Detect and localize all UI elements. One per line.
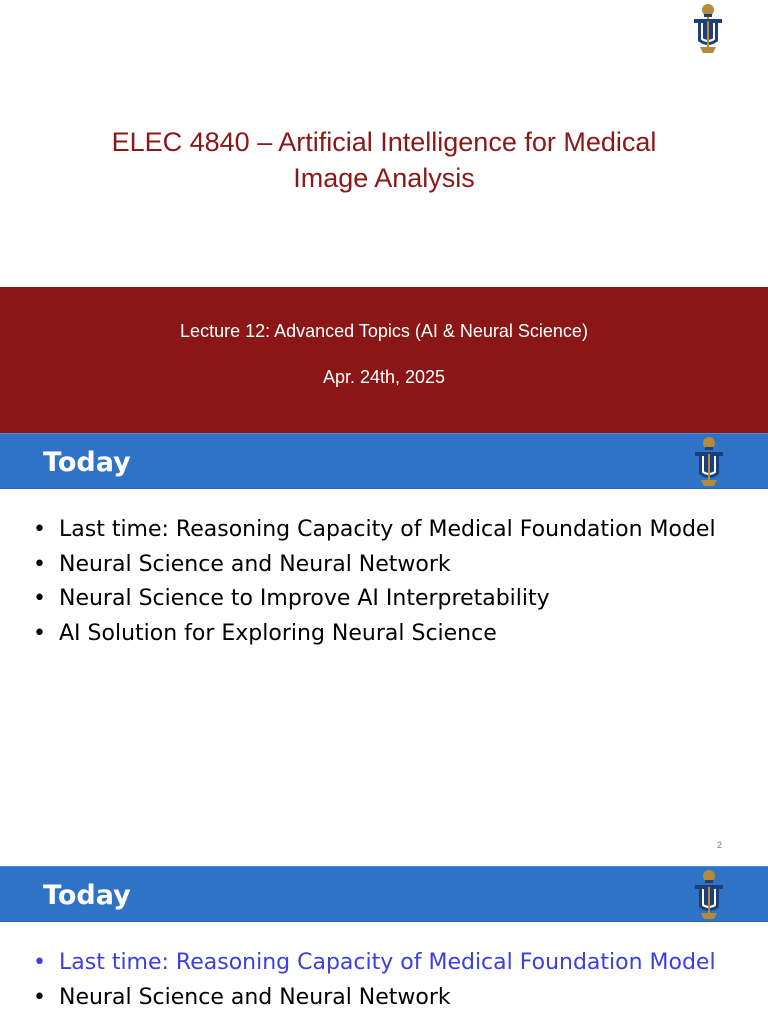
university-emblem-icon bbox=[692, 869, 726, 921]
agenda-item: • AI Solution for Exploring Neural Science bbox=[33, 617, 716, 652]
lecture-info-band bbox=[0, 287, 768, 433]
lecture-subtitle: Lecture 12: Advanced Topics (AI & Neural Science) bbox=[180, 321, 588, 341]
slide-header bbox=[0, 866, 768, 922]
page-number: 2 bbox=[717, 840, 723, 850]
agenda-item: • Neural Science and Neural Network bbox=[33, 548, 716, 583]
slide-header bbox=[0, 433, 768, 489]
agenda-item: • Neural Science to Improve AI Interpretability bbox=[33, 582, 716, 617]
title-slide bbox=[0, 0, 768, 433]
university-emblem-icon bbox=[691, 3, 725, 55]
agenda-item: • Neural Science and Neural Network bbox=[33, 981, 716, 1016]
lecture-date: Apr. 24th, 2025 bbox=[322, 367, 446, 387]
agenda-item: • Last time: Reasoning Capacity of Medical Foundation Model bbox=[33, 513, 716, 548]
university-emblem-icon bbox=[692, 436, 726, 488]
agenda-list bbox=[33, 513, 716, 651]
course-title bbox=[0, 124, 768, 196]
agenda-slide-highlighted bbox=[0, 866, 768, 1024]
course-title-line-1: ELEC 4840 – Artificial Intelligence for Medical bbox=[111, 127, 657, 157]
agenda-item-current: • Last time: Reasoning Capacity of Medical Foundation Model bbox=[33, 946, 716, 981]
course-title-line-2: Image Analysis bbox=[293, 163, 475, 193]
slide-title: Today bbox=[43, 880, 131, 911]
slide-title: Today bbox=[43, 447, 131, 478]
agenda-slide bbox=[0, 433, 768, 866]
agenda-list bbox=[33, 946, 716, 1015]
